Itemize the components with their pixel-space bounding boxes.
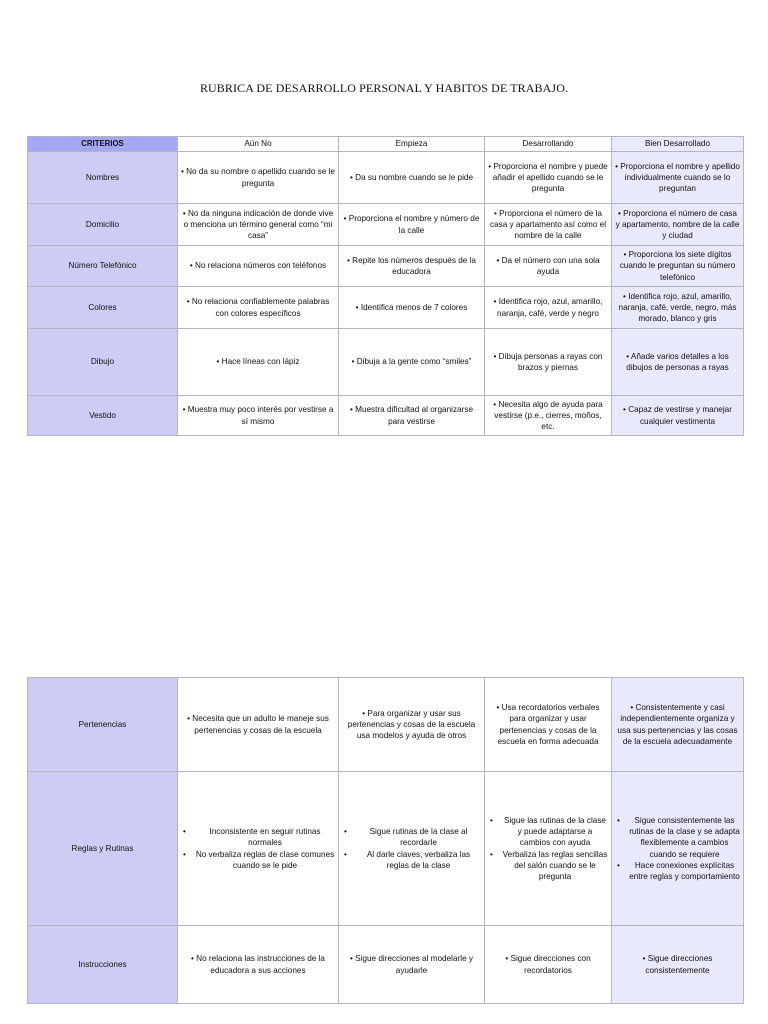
header-row [28,137,744,152]
list-item: • Sigue rutinas de la clase al recordarle [356,826,481,849]
bullet-list [488,815,608,883]
table-row [28,329,744,396]
rubric-cell: • Usa recordatorios verbales para organizar y usar pertenencias y cosas de la escuela en forma adecuada [485,678,612,772]
rubric-cell: • Muestra dificultad al organizarse para vestirse [339,396,485,436]
list-item: • Sigue las rutinas de la clase y puede adaptarse a cambios con ayuda [502,815,608,849]
criterion-label: Instrucciones [28,926,178,1004]
rubric-cell: • Proporciona el nombre y puede añadir el apellido cuando se le pregunta [485,152,612,204]
criterion-label: Dibujo [28,329,178,396]
criterion-label: Número Telefónico [28,246,178,287]
table-row [28,152,744,204]
rubric-cell: • Repite los números después de la educadora [339,246,485,287]
rubric-cell: • Hace líneas con lápiz [178,329,339,396]
document-title: RUBRICA DE DESARROLLO PERSONAL Y HABITOS DE TRABAJO. [199,81,569,95]
rubric-cell: • Da su nombre cuando se le pide [339,152,485,204]
rubric-cell: • Sigue direcciones al modelarle y ayudarle [339,926,485,1004]
criterion-label: Colores [28,287,178,329]
rubric-cell: • Proporciona el número de la casa y apartamento así como el nombre de la calle [485,204,612,246]
rubric-cell: • Proporciona el número de casa y apartamento, nombre de la calle y ciudad [612,204,744,246]
list-item: • Inconsistente en seguir rutinas normales [195,826,335,849]
bullet-list [181,826,335,871]
header-bien-desarrollado: Bien Desarrollado [612,137,744,152]
rubric-cell: • Necesita algo de ayuda para vestirse (p.e., cierres, moños, etc. [485,396,612,436]
rubric-cell: • Identifica rojo, azul, amarillo, naranja, café, verde y negro [485,287,612,329]
rubric-cell: • Muestra muy poco interés por vestirse a sí mismo [178,396,339,436]
table-row [28,678,744,772]
criterion-label: Reglas y Rutinas [28,772,178,926]
rubric-cell: • No relaciona números con teléfonos [178,246,339,287]
rubric-cell: • Da el número con una sola ayuda [485,246,612,287]
rubric-cell: • Proporciona el nombre y número de la calle [339,204,485,246]
list-item: • Sigue consistentemente las rutinas de la clase y se adapta flexiblemente a cambios cuando se requiere [629,815,740,860]
rubric-cell: • Identifica menos de 7 colores [339,287,485,329]
bullet-list [615,815,740,883]
criterion-label: Nombres [28,152,178,204]
list-item: • No verbaliza reglas de clase comunes cuando se le pide [195,849,335,872]
criterion-label: Domicilio [28,204,178,246]
rubric-cell: • Añade varios detalles a los dibujos de personas a rayas [612,329,744,396]
rubric-cell: • No da ninguna indicación de donde vive o menciona un término general como “mi casa” [178,204,339,246]
bullet-list [342,826,481,871]
rubric-cell: • Dibuja a la gente como “smiles” [339,329,485,396]
rubric-cell: • Para organizar y usar sus pertenencias y cosas de la escuela usa modelos y ayuda de otros [339,678,485,772]
list-item: • Verbaliza las reglas sencillas del salón cuando se le pregunta [502,849,608,883]
rubric-cell: • No relaciona las instrucciones de la educadora a sus acciones [178,926,339,1004]
header-empieza: Empieza [339,137,485,152]
table-row [28,287,744,329]
list-item: • Al darle claves, verbaliza las reglas de la clase [356,849,481,872]
list-item: • Hace conexiones explícitas entre reglas y comportamiento [629,860,740,883]
rubric-cell [485,772,612,926]
rubric-cell: • Necesita que un adulto le maneje sus pertenencias y cosas de la escuela [178,678,339,772]
rubric-cell: • Consistentemente y casi independientemente organiza y usa sus pertenencias y las cosas de la escuela adecuadamente [612,678,744,772]
rubric-cell: • Identifica rojo, azul, amarillo, naranja, café, verde, negro, más morado, blanco y gris [612,287,744,329]
header-desarrollando: Desarrollando [485,137,612,152]
rubric-table-1 [27,136,744,436]
table-row [28,246,744,287]
table-row [28,396,744,436]
rubric-cell: • Dibuja personas a rayas con brazos y piernas [485,329,612,396]
rubric-cell: • Proporciona los siete dígitos cuando le preguntan su número telefónico [612,246,744,287]
table-row [28,204,744,246]
table-row [28,926,744,1004]
criterion-label: Vestido [28,396,178,436]
rubric-cell: • Proporciona el nombre y apellido individualmente cuando se lo preguntan [612,152,744,204]
rubric-table-2 [27,677,744,1004]
rubric-cell: • Sigue direcciones consistentemente [612,926,744,1004]
table-row [28,772,744,926]
rubric-cell: • Sigue direcciones con recordatorios [485,926,612,1004]
rubric-cell: • No relaciona confiablemente palabras con colores específicos [178,287,339,329]
rubric-cell [178,772,339,926]
header-aun-no: Aún No [178,137,339,152]
header-criterios: CRITERIOS [28,137,178,152]
rubric-cell [339,772,485,926]
rubric-cell: • No da su nombre o apellido cuando se le pregunta [178,152,339,204]
rubric-cell [612,772,744,926]
rubric-cell: • Capaz de vestirse y manejar cualquier vestimenta [612,396,744,436]
criterion-label: Pertenencias [28,678,178,772]
